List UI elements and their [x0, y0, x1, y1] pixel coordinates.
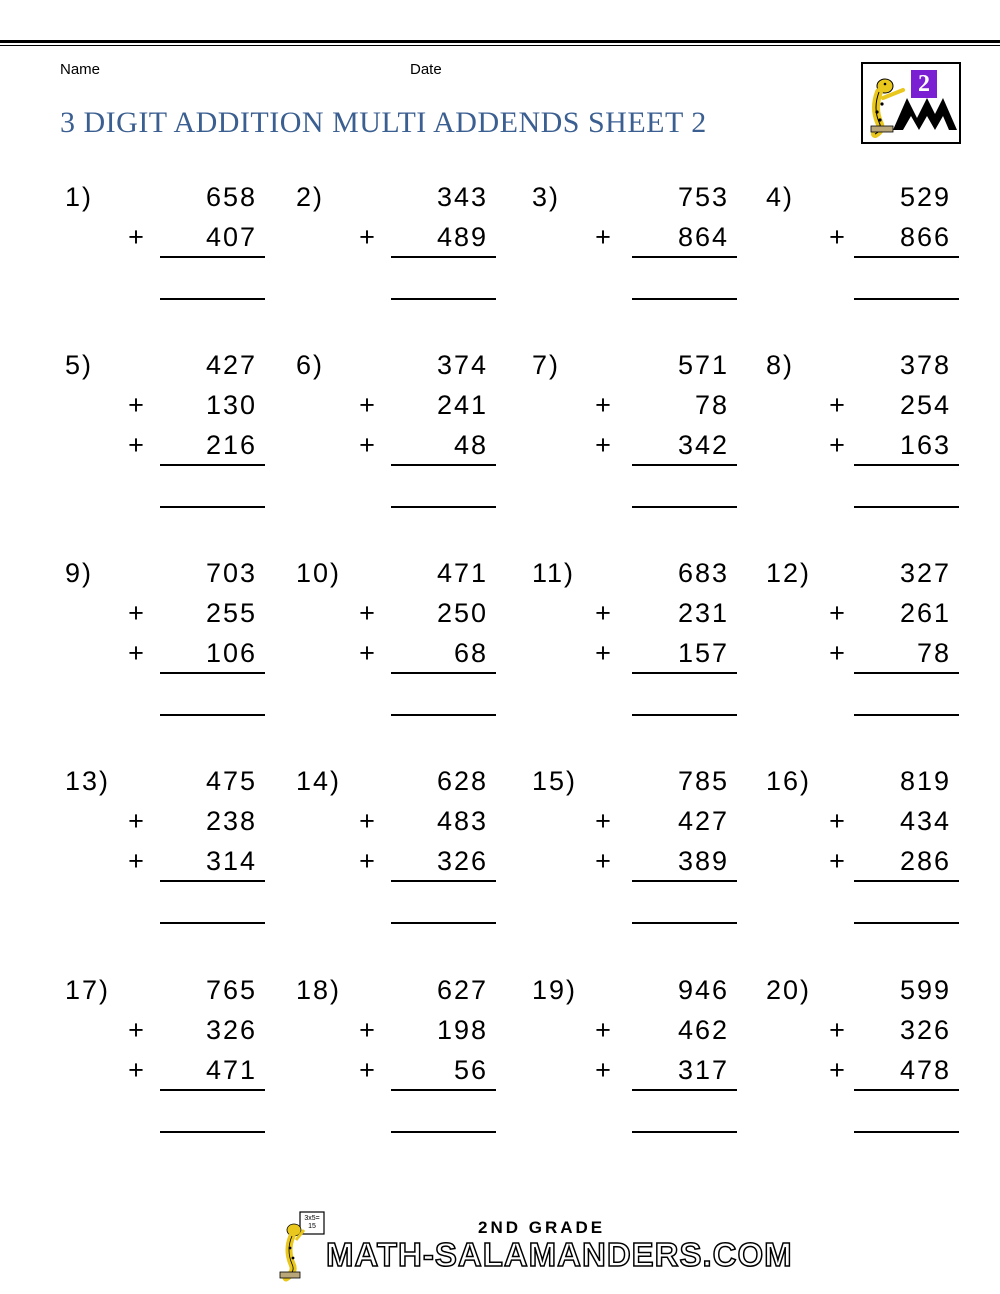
addend: 489 [436, 222, 488, 252]
problem-number: 12) [766, 558, 812, 588]
problem-number: 18) [296, 975, 342, 1005]
addend: 571 [677, 350, 729, 380]
problem-8 [766, 350, 959, 550]
addend: 703 [205, 558, 257, 588]
addend: 78 [694, 390, 729, 420]
plus-sign: + [829, 598, 847, 628]
problem-number: 2) [296, 182, 325, 212]
addend: 765 [205, 975, 257, 1005]
answer-line[interactable] [854, 714, 959, 716]
addend: 343 [436, 182, 488, 212]
plus-sign: + [128, 806, 146, 836]
plus-sign: + [359, 1055, 377, 1085]
problem-number: 5) [65, 350, 94, 380]
addend: 658 [205, 182, 257, 212]
plus-sign: + [595, 430, 613, 460]
addend: 683 [677, 558, 729, 588]
problem-number: 19) [532, 975, 578, 1005]
plus-sign: + [359, 846, 377, 876]
sum-rule [632, 672, 737, 674]
addend: 68 [453, 638, 488, 668]
plus-sign: + [128, 598, 146, 628]
sum-rule [160, 672, 265, 674]
addend: 78 [916, 638, 951, 668]
plus-sign: + [128, 638, 146, 668]
addend: 389 [677, 846, 729, 876]
footer-grade: 2ND GRADE [478, 1218, 606, 1237]
answer-line[interactable] [391, 714, 496, 716]
addend: 785 [677, 766, 729, 796]
addend: 864 [677, 222, 729, 252]
answer-line[interactable] [160, 714, 265, 716]
answer-line[interactable] [391, 1131, 496, 1133]
addend: 483 [436, 806, 488, 836]
sum-rule [854, 880, 959, 882]
plus-sign: + [128, 846, 146, 876]
answer-line[interactable] [160, 922, 265, 924]
problem-9 [65, 558, 265, 758]
addend: 475 [205, 766, 257, 796]
answer-line[interactable] [854, 1131, 959, 1133]
sum-rule [160, 464, 265, 466]
addend: 238 [205, 806, 257, 836]
problem-10 [296, 558, 496, 758]
sum-rule [391, 1089, 496, 1091]
problem-number: 4) [766, 182, 795, 212]
addend: 434 [899, 806, 951, 836]
addend: 231 [677, 598, 729, 628]
plus-sign: + [128, 1015, 146, 1045]
addend: 471 [205, 1055, 257, 1085]
sum-rule [632, 880, 737, 882]
plus-sign: + [128, 430, 146, 460]
plus-sign: + [359, 390, 377, 420]
addend: 254 [899, 390, 951, 420]
footer-site: MATH-SALAMANDERS.COM [326, 1236, 793, 1273]
addend: 326 [205, 1015, 257, 1045]
addend: 471 [436, 558, 488, 588]
plus-sign: + [595, 846, 613, 876]
plus-sign: + [829, 222, 847, 252]
date-label: Date [410, 61, 442, 78]
top-rule [0, 40, 1000, 43]
page-title: 3 DIGIT ADDITION MULTI ADDENDS SHEET 2 [60, 106, 707, 139]
problem-19 [532, 975, 737, 1175]
answer-line[interactable] [391, 922, 496, 924]
addend: 753 [677, 182, 729, 212]
answer-line[interactable] [632, 506, 737, 508]
footer-sign-text: 3x5= 15 [304, 1215, 320, 1230]
addend: 866 [899, 222, 951, 252]
sum-rule [854, 1089, 959, 1091]
sum-rule [854, 672, 959, 674]
addend: 478 [899, 1055, 951, 1085]
problem-11 [532, 558, 737, 758]
sum-rule [854, 464, 959, 466]
problem-6 [296, 350, 496, 550]
plus-sign: + [128, 1055, 146, 1085]
addend: 157 [677, 638, 729, 668]
plus-sign: + [829, 638, 847, 668]
answer-line[interactable] [854, 506, 959, 508]
addend: 255 [205, 598, 257, 628]
problem-number: 1) [65, 182, 94, 212]
problem-number: 9) [65, 558, 94, 588]
problem-number: 13) [65, 766, 111, 796]
addend: 198 [436, 1015, 488, 1045]
addend: 462 [677, 1015, 729, 1045]
sum-rule [160, 256, 265, 258]
answer-line[interactable] [160, 506, 265, 508]
addend: 407 [205, 222, 257, 252]
plus-sign: + [359, 1015, 377, 1045]
sum-rule [632, 1089, 737, 1091]
plus-sign: + [829, 430, 847, 460]
problem-number: 20) [766, 975, 812, 1005]
problem-number: 8) [766, 350, 795, 380]
problem-16 [766, 766, 959, 966]
addend: 599 [899, 975, 951, 1005]
plus-sign: + [128, 390, 146, 420]
addend: 250 [436, 598, 488, 628]
problem-number: 14) [296, 766, 342, 796]
plus-sign: + [595, 1015, 613, 1045]
problem-number: 6) [296, 350, 325, 380]
problem-7 [532, 350, 737, 550]
addend: 314 [205, 846, 257, 876]
addend: 261 [899, 598, 951, 628]
answer-line[interactable] [632, 922, 737, 924]
problem-number: 3) [532, 182, 561, 212]
answer-line[interactable] [160, 298, 265, 300]
problem-12 [766, 558, 959, 758]
problem-number: 10) [296, 558, 342, 588]
plus-sign: + [359, 222, 377, 252]
problem-number: 17) [65, 975, 111, 1005]
plus-sign: + [128, 222, 146, 252]
name-label: Name [60, 61, 101, 78]
plus-sign: + [595, 390, 613, 420]
sum-rule [854, 256, 959, 258]
problem-14 [296, 766, 496, 966]
addend: 628 [436, 766, 488, 796]
sum-rule [391, 880, 496, 882]
plus-sign: + [359, 806, 377, 836]
sum-rule [632, 464, 737, 466]
footer-logo [278, 1210, 793, 1282]
grade-badge: 2 [911, 70, 937, 98]
addend: 427 [677, 806, 729, 836]
problem-18 [296, 975, 496, 1175]
plus-sign: + [359, 638, 377, 668]
problem-number: 11) [532, 558, 576, 588]
logo [861, 62, 961, 144]
answer-line[interactable] [391, 298, 496, 300]
problem-13 [65, 766, 265, 966]
plus-sign: + [829, 390, 847, 420]
plus-sign: + [359, 598, 377, 628]
plus-sign: + [595, 1055, 613, 1085]
plus-sign: + [595, 806, 613, 836]
addend: 216 [205, 430, 257, 460]
answer-line[interactable] [632, 1131, 737, 1133]
answer-line[interactable] [391, 506, 496, 508]
problem-number: 7) [532, 350, 561, 380]
plus-sign: + [829, 806, 847, 836]
addend: 627 [436, 975, 488, 1005]
answer-line[interactable] [854, 922, 959, 924]
plus-sign: + [595, 638, 613, 668]
plus-sign: + [829, 846, 847, 876]
addend: 327 [899, 558, 951, 588]
sum-rule [391, 672, 496, 674]
addend: 326 [899, 1015, 951, 1045]
problem-20 [766, 975, 959, 1175]
answer-line[interactable] [632, 298, 737, 300]
addend: 286 [899, 846, 951, 876]
addend: 342 [677, 430, 729, 460]
plus-sign: + [595, 222, 613, 252]
addend: 326 [436, 846, 488, 876]
addend: 819 [899, 766, 951, 796]
addend: 56 [453, 1055, 488, 1085]
answer-line[interactable] [854, 298, 959, 300]
problem-number: 16) [766, 766, 812, 796]
problem-number: 15) [532, 766, 578, 796]
addend: 946 [677, 975, 729, 1005]
plus-sign: + [359, 430, 377, 460]
problem-5 [65, 350, 265, 550]
plus-sign: + [829, 1055, 847, 1085]
top-rule-thin [0, 45, 1000, 46]
addend: 374 [436, 350, 488, 380]
problem-15 [532, 766, 737, 966]
plus-sign: + [595, 598, 613, 628]
addend: 106 [205, 638, 257, 668]
addend: 427 [205, 350, 257, 380]
sum-rule [160, 880, 265, 882]
addend: 241 [436, 390, 488, 420]
answer-line[interactable] [160, 1131, 265, 1133]
addend: 163 [899, 430, 951, 460]
addend: 130 [205, 390, 257, 420]
plus-sign: + [829, 1015, 847, 1045]
sum-rule [391, 464, 496, 466]
addend: 529 [899, 182, 951, 212]
addend: 378 [899, 350, 951, 380]
addend: 317 [677, 1055, 729, 1085]
addend: 48 [453, 430, 488, 460]
sum-rule [391, 256, 496, 258]
sum-rule [160, 1089, 265, 1091]
answer-line[interactable] [632, 714, 737, 716]
sum-rule [632, 256, 737, 258]
problem-17 [65, 975, 265, 1175]
